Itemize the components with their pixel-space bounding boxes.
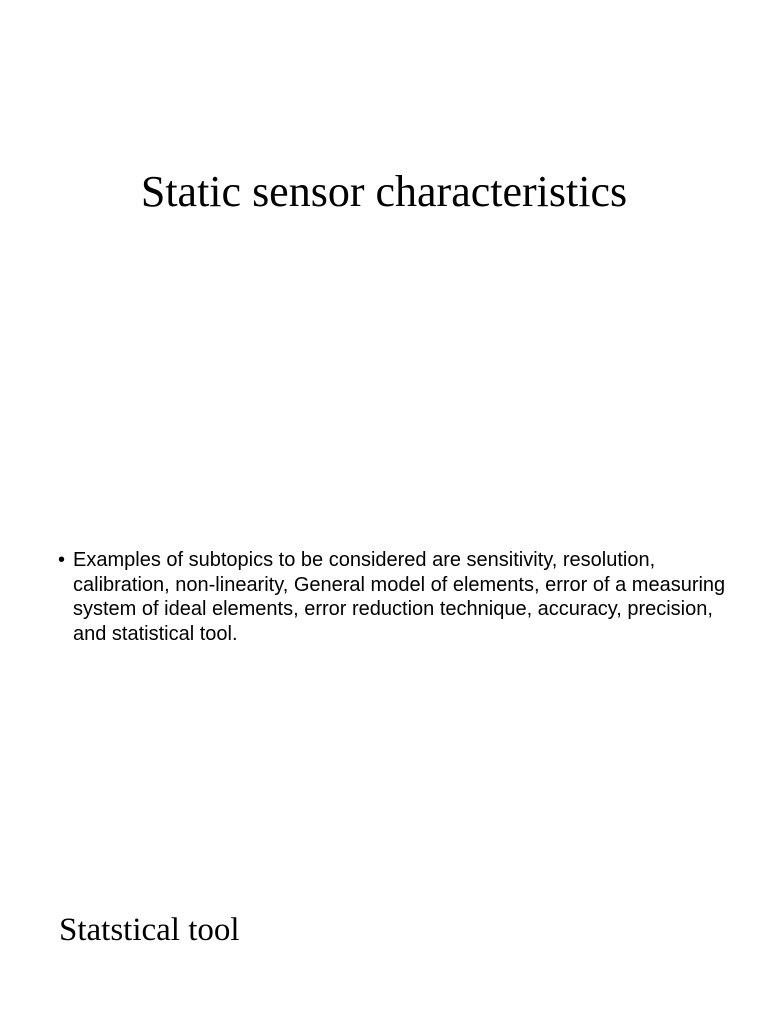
- bullet-list: [58, 548, 738, 646]
- slide-title: Static sensor characteristics: [140, 167, 628, 216]
- next-slide-title: Statstical tool: [59, 912, 240, 948]
- bullet-text: Examples of subtopics to be considered are sensitivity, resolution, calibration, non-linearity, General model of elements, error of a measuring system of ideal elements, error reduction technique, accuracy, precision, and statistical tool.: [73, 549, 726, 645]
- bullet-marker-icon: •: [58, 549, 66, 571]
- bullet-item: [58, 548, 738, 646]
